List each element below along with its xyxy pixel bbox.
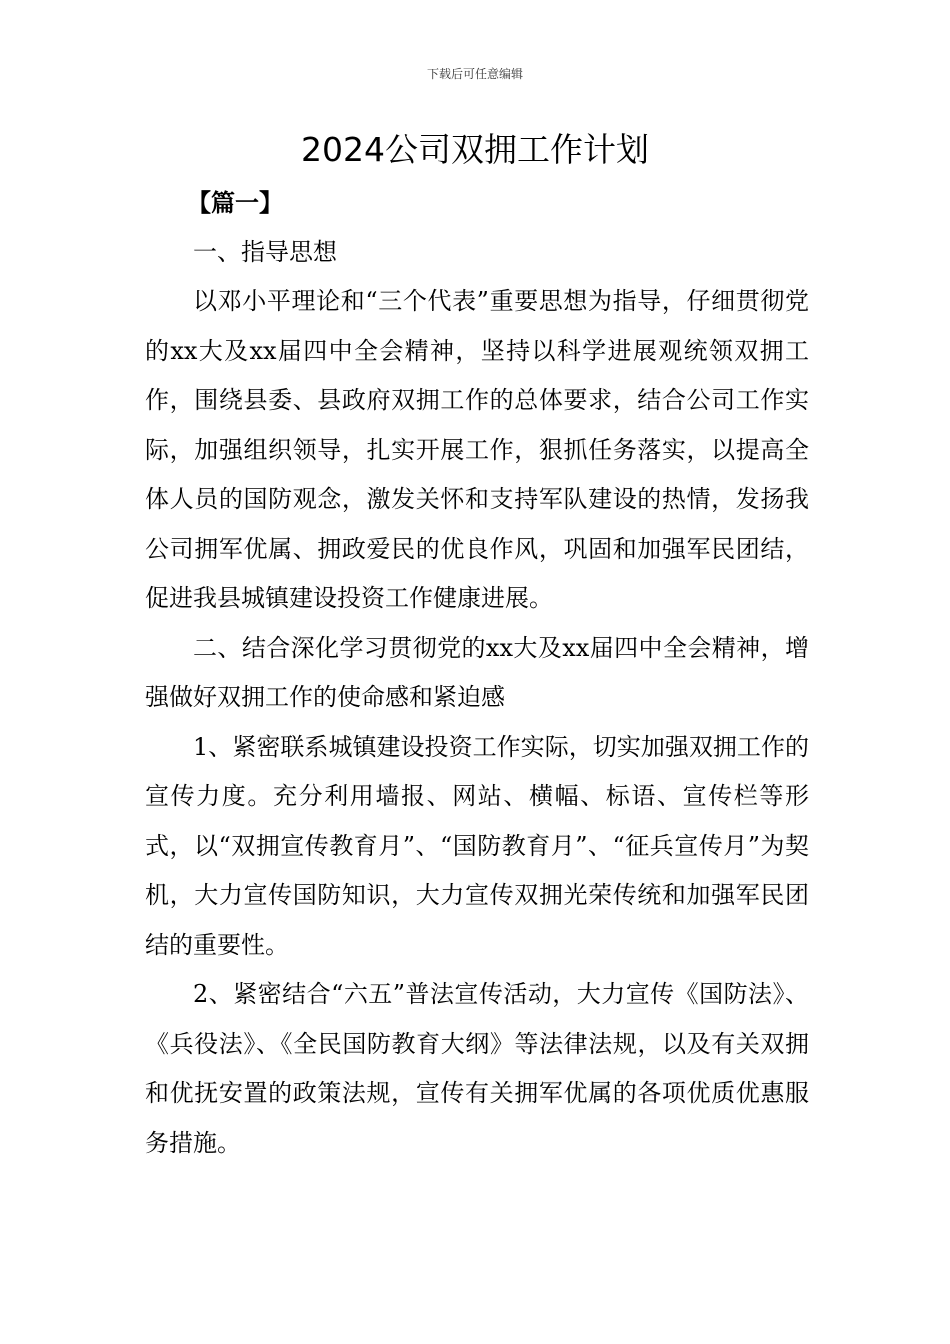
section-tag: 【篇一】 (187, 188, 283, 217)
section-heading-1: 一、指导思想 (193, 237, 337, 266)
document-body (145, 178, 809, 1168)
header-note: 下载后可任意编辑 (426, 67, 523, 81)
list-item-1: 1、紧密联系城镇建设投资工作实际，切实加强双拥工作的宣传力度。充分利用墙报、网站、横幅、标语、宣传栏等形式，以“双拥宣传教育月”、“国防教育月”、“征兵宣传月”为契机，大力宣传国防知识，大力宣传双拥光荣传统和加强军民团结的重要性。 (145, 732, 809, 959)
paragraph-1: 以邓小平理论和“三个代表”重要思想为指导，仔细贯彻党的xx大及xx届四中全会精神，坚持以科学进展观统领双拥工作，围绕县委、县政府双拥工作的总体要求，结合公司工作实际，加强组织领导，扎实开展工作，狠抓任务落实，以提高全体人员的国防观念，激发关怀和支持军队建设的热情，发扬我公司拥军优属、拥政爱民的优良作风，巩固和加强军民团结，促进我县城镇建设投资工作健康进展。 (145, 287, 809, 612)
page-title: 2024公司双拥工作计划 (301, 130, 649, 169)
list-item-2: 2、紧密结合“六五”普法宣传活动，大力宣传《国防法》、《兵役法》、《全民国防教育大纲》等法律法规，以及有关双拥和优抚安置的政策法规，宣传有关拥军优属的各项优质优惠服务措施。 (145, 980, 809, 1157)
section-heading-2: 二、结合深化学习贯彻党的xx大及xx届四中全会精神，增强做好双拥工作的使命感和紧迫感 (145, 633, 809, 711)
